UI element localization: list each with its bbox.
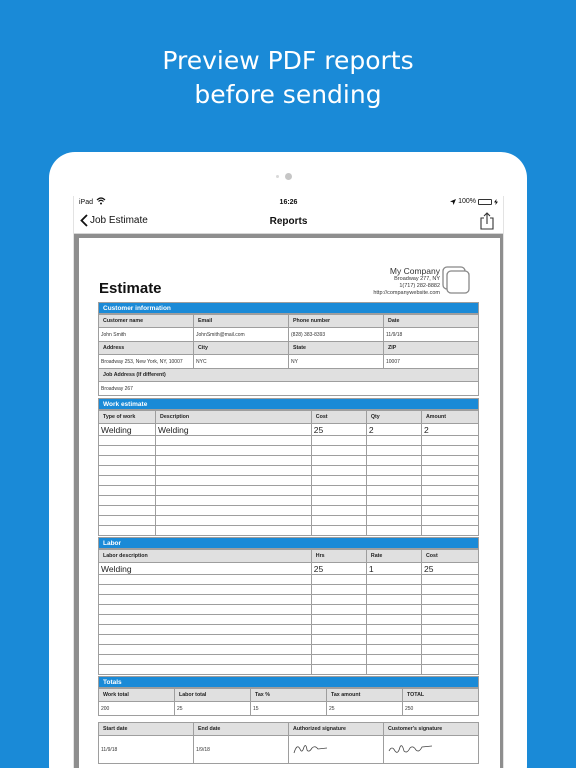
empty-cell — [421, 665, 478, 675]
customer-signature — [384, 736, 479, 764]
col-header: Amount — [421, 411, 478, 424]
empty-row — [99, 506, 479, 516]
col-header: Tax % — [251, 689, 327, 702]
table-row — [99, 424, 479, 436]
table-cell: 1 — [366, 563, 421, 575]
location-arrow-icon — [450, 199, 456, 205]
table-cell: Welding — [156, 424, 312, 436]
empty-row — [99, 496, 479, 506]
company-info — [373, 266, 440, 297]
empty-cell — [156, 456, 312, 466]
empty-row — [99, 595, 479, 605]
pdf-viewer[interactable] — [74, 234, 504, 768]
empty-cell — [311, 526, 366, 536]
empty-row — [99, 436, 479, 446]
empty-cell — [366, 595, 421, 605]
empty-cell — [421, 446, 478, 456]
battery-icon — [478, 199, 492, 205]
customer-name-value: John Smith — [99, 328, 194, 342]
empty-cell — [366, 526, 421, 536]
col-header: Address — [99, 342, 194, 355]
empty-cell — [421, 466, 478, 476]
empty-cell — [156, 506, 312, 516]
total-value: 250 — [403, 702, 479, 716]
company-name: My Company — [389, 266, 440, 276]
customer-section-header: Customer information — [98, 302, 479, 314]
empty-cell — [156, 516, 312, 526]
company-phone: 1(717) 282-8882 — [399, 283, 440, 289]
col-header: Labor description — [99, 550, 312, 563]
empty-cell — [421, 476, 478, 486]
tax-percent-value: 15 — [251, 702, 327, 716]
totals-header: Totals — [98, 676, 479, 688]
empty-cell — [311, 625, 366, 635]
table-cell: 2 — [366, 424, 421, 436]
battery-percent: 100% — [458, 198, 476, 205]
share-icon — [480, 212, 494, 230]
col-header: Hrs — [311, 550, 366, 563]
table-cell: Welding — [99, 424, 156, 436]
empty-cell — [99, 575, 312, 585]
empty-cell — [156, 436, 312, 446]
empty-cell — [311, 506, 366, 516]
empty-cell — [421, 585, 478, 595]
empty-cell — [366, 635, 421, 645]
empty-cell — [421, 625, 478, 635]
empty-cell — [366, 585, 421, 595]
col-header: End date — [194, 723, 289, 736]
empty-cell — [311, 655, 366, 665]
col-header: Type of work — [99, 411, 156, 424]
col-header: Tax amount — [327, 689, 403, 702]
work-estimate-section — [98, 398, 479, 536]
empty-cell — [99, 486, 156, 496]
share-button[interactable] — [480, 212, 494, 235]
empty-cell — [99, 506, 156, 516]
empty-cell — [99, 456, 156, 466]
col-header: Phone number — [289, 315, 384, 328]
empty-cell — [311, 635, 366, 645]
customer-table — [98, 314, 479, 396]
empty-row — [99, 466, 479, 476]
col-header: TOTAL — [403, 689, 479, 702]
empty-cell — [311, 595, 366, 605]
state-value: NY — [289, 355, 384, 369]
empty-cell — [99, 655, 312, 665]
customer-section — [98, 302, 479, 396]
empty-row — [99, 585, 479, 595]
col-header: Work total — [99, 689, 175, 702]
empty-cell — [99, 496, 156, 506]
col-header: Start date — [99, 723, 194, 736]
empty-row — [99, 486, 479, 496]
empty-row — [99, 456, 479, 466]
work-estimate-table — [98, 410, 479, 536]
col-header: Email — [194, 315, 289, 328]
col-header: City — [194, 342, 289, 355]
empty-cell — [99, 476, 156, 486]
empty-row — [99, 526, 479, 536]
job-address-header: Job Address (If different) — [99, 369, 479, 382]
charging-icon — [494, 199, 498, 205]
empty-cell — [366, 456, 421, 466]
col-header: Authorized signature — [289, 723, 384, 736]
empty-cell — [366, 605, 421, 615]
report-title: Estimate — [99, 280, 162, 297]
table-row — [99, 563, 479, 575]
company-logo — [442, 266, 470, 294]
col-header: Cost — [421, 550, 478, 563]
empty-cell — [99, 635, 312, 645]
labor-total-value: 25 — [175, 702, 251, 716]
company-address: Broadway 277, NY — [394, 276, 440, 282]
empty-cell — [421, 486, 478, 496]
phone-value: (828) 383-8393 — [289, 328, 384, 342]
col-header: Qty — [366, 411, 421, 424]
table-cell: 25 — [311, 563, 366, 575]
empty-cell — [99, 526, 156, 536]
empty-cell — [311, 585, 366, 595]
empty-cell — [99, 605, 312, 615]
empty-cell — [156, 476, 312, 486]
empty-cell — [311, 456, 366, 466]
empty-cell — [99, 466, 156, 476]
labor-section — [98, 537, 479, 675]
empty-cell — [311, 436, 366, 446]
address-value: Broadway 253, New York, NY, 10007 — [99, 355, 194, 369]
empty-cell — [366, 516, 421, 526]
back-button-label: Job Estimate — [90, 215, 148, 226]
empty-cell — [421, 595, 478, 605]
empty-row — [99, 605, 479, 615]
col-header: State — [289, 342, 384, 355]
empty-cell — [366, 496, 421, 506]
signoff-section — [98, 722, 479, 764]
empty-cell — [421, 506, 478, 516]
work-total-value: 200 — [99, 702, 175, 716]
empty-cell — [99, 665, 312, 675]
headline-line-1: Preview PDF reports — [162, 46, 414, 75]
empty-cell — [421, 645, 478, 655]
empty-row — [99, 645, 479, 655]
totals-table — [98, 688, 479, 716]
empty-row — [99, 655, 479, 665]
start-date-value: 11/9/18 — [99, 736, 194, 764]
empty-cell — [311, 446, 366, 456]
empty-row — [99, 665, 479, 675]
empty-cell — [421, 605, 478, 615]
empty-cell — [311, 665, 366, 675]
col-header: Cost — [311, 411, 366, 424]
empty-cell — [311, 615, 366, 625]
empty-cell — [311, 516, 366, 526]
totals-section — [98, 676, 479, 716]
empty-cell — [366, 645, 421, 655]
job-address-value: Broadway 267 — [99, 382, 479, 396]
empty-cell — [366, 625, 421, 635]
navigation-bar — [74, 210, 503, 234]
empty-cell — [366, 575, 421, 585]
labor-table — [98, 549, 479, 675]
empty-row — [99, 476, 479, 486]
city-value: NYC — [194, 355, 289, 369]
empty-cell — [366, 436, 421, 446]
table-cell: Welding — [99, 563, 312, 575]
empty-cell — [99, 615, 312, 625]
email-value: JohnSmith@mail.com — [194, 328, 289, 342]
col-header: Rate — [366, 550, 421, 563]
empty-cell — [99, 595, 312, 605]
empty-cell — [421, 516, 478, 526]
headline — [0, 44, 576, 112]
empty-cell — [156, 526, 312, 536]
empty-cell — [366, 476, 421, 486]
empty-cell — [311, 645, 366, 655]
col-header: Customer name — [99, 315, 194, 328]
empty-cell — [421, 655, 478, 665]
empty-cell — [311, 486, 366, 496]
empty-cell — [156, 446, 312, 456]
work-estimate-header: Work estimate — [98, 398, 479, 410]
empty-cell — [421, 635, 478, 645]
col-header: Date — [384, 315, 479, 328]
col-header: ZIP — [384, 342, 479, 355]
authorized-signature — [289, 736, 384, 764]
empty-cell — [366, 655, 421, 665]
empty-row — [99, 635, 479, 645]
end-date-value: 1/9/18 — [194, 736, 289, 764]
empty-cell — [421, 615, 478, 625]
empty-row — [99, 516, 479, 526]
status-right — [450, 198, 498, 205]
empty-cell — [99, 446, 156, 456]
status-time: 16:26 — [279, 199, 298, 206]
empty-cell — [421, 526, 478, 536]
empty-cell — [311, 476, 366, 486]
table-cell: 25 — [311, 424, 366, 436]
empty-cell — [366, 665, 421, 675]
empty-cell — [156, 486, 312, 496]
labor-header: Labor — [98, 537, 479, 549]
empty-cell — [311, 496, 366, 506]
status-bar — [74, 196, 503, 210]
tax-amount-value: 25 — [327, 702, 403, 716]
empty-cell — [366, 466, 421, 476]
front-camera — [285, 173, 292, 180]
empty-row — [99, 446, 479, 456]
empty-cell — [156, 496, 312, 506]
empty-cell — [421, 436, 478, 446]
headline-line-2: before sending — [194, 80, 382, 109]
device-label: iPad — [79, 199, 94, 206]
empty-cell — [421, 575, 478, 585]
empty-cell — [156, 466, 312, 476]
ipad-screen — [73, 196, 504, 768]
col-header: Labor total — [175, 689, 251, 702]
date-value: 11/9/18 — [384, 328, 479, 342]
signoff-table — [98, 722, 479, 764]
empty-row — [99, 615, 479, 625]
col-header: Description — [156, 411, 312, 424]
empty-cell — [99, 645, 312, 655]
col-header: Customer's signature — [384, 723, 479, 736]
empty-cell — [99, 516, 156, 526]
empty-cell — [421, 496, 478, 506]
empty-row — [99, 625, 479, 635]
company-website: http://companywebsite.com — [373, 290, 440, 296]
empty-cell — [311, 605, 366, 615]
empty-cell — [99, 625, 312, 635]
empty-cell — [366, 446, 421, 456]
empty-cell — [366, 486, 421, 496]
empty-cell — [421, 456, 478, 466]
empty-cell — [311, 466, 366, 476]
nav-title: Reports — [269, 216, 308, 227]
table-cell: 2 — [421, 424, 478, 436]
empty-cell — [99, 585, 312, 595]
empty-cell — [366, 615, 421, 625]
sensor-dot — [276, 175, 279, 178]
zip-value: 10007 — [384, 355, 479, 369]
empty-cell — [99, 436, 156, 446]
empty-cell — [366, 506, 421, 516]
table-cell: 25 — [421, 563, 478, 575]
empty-row — [99, 575, 479, 585]
empty-cell — [311, 575, 366, 585]
pdf-page — [79, 238, 500, 768]
